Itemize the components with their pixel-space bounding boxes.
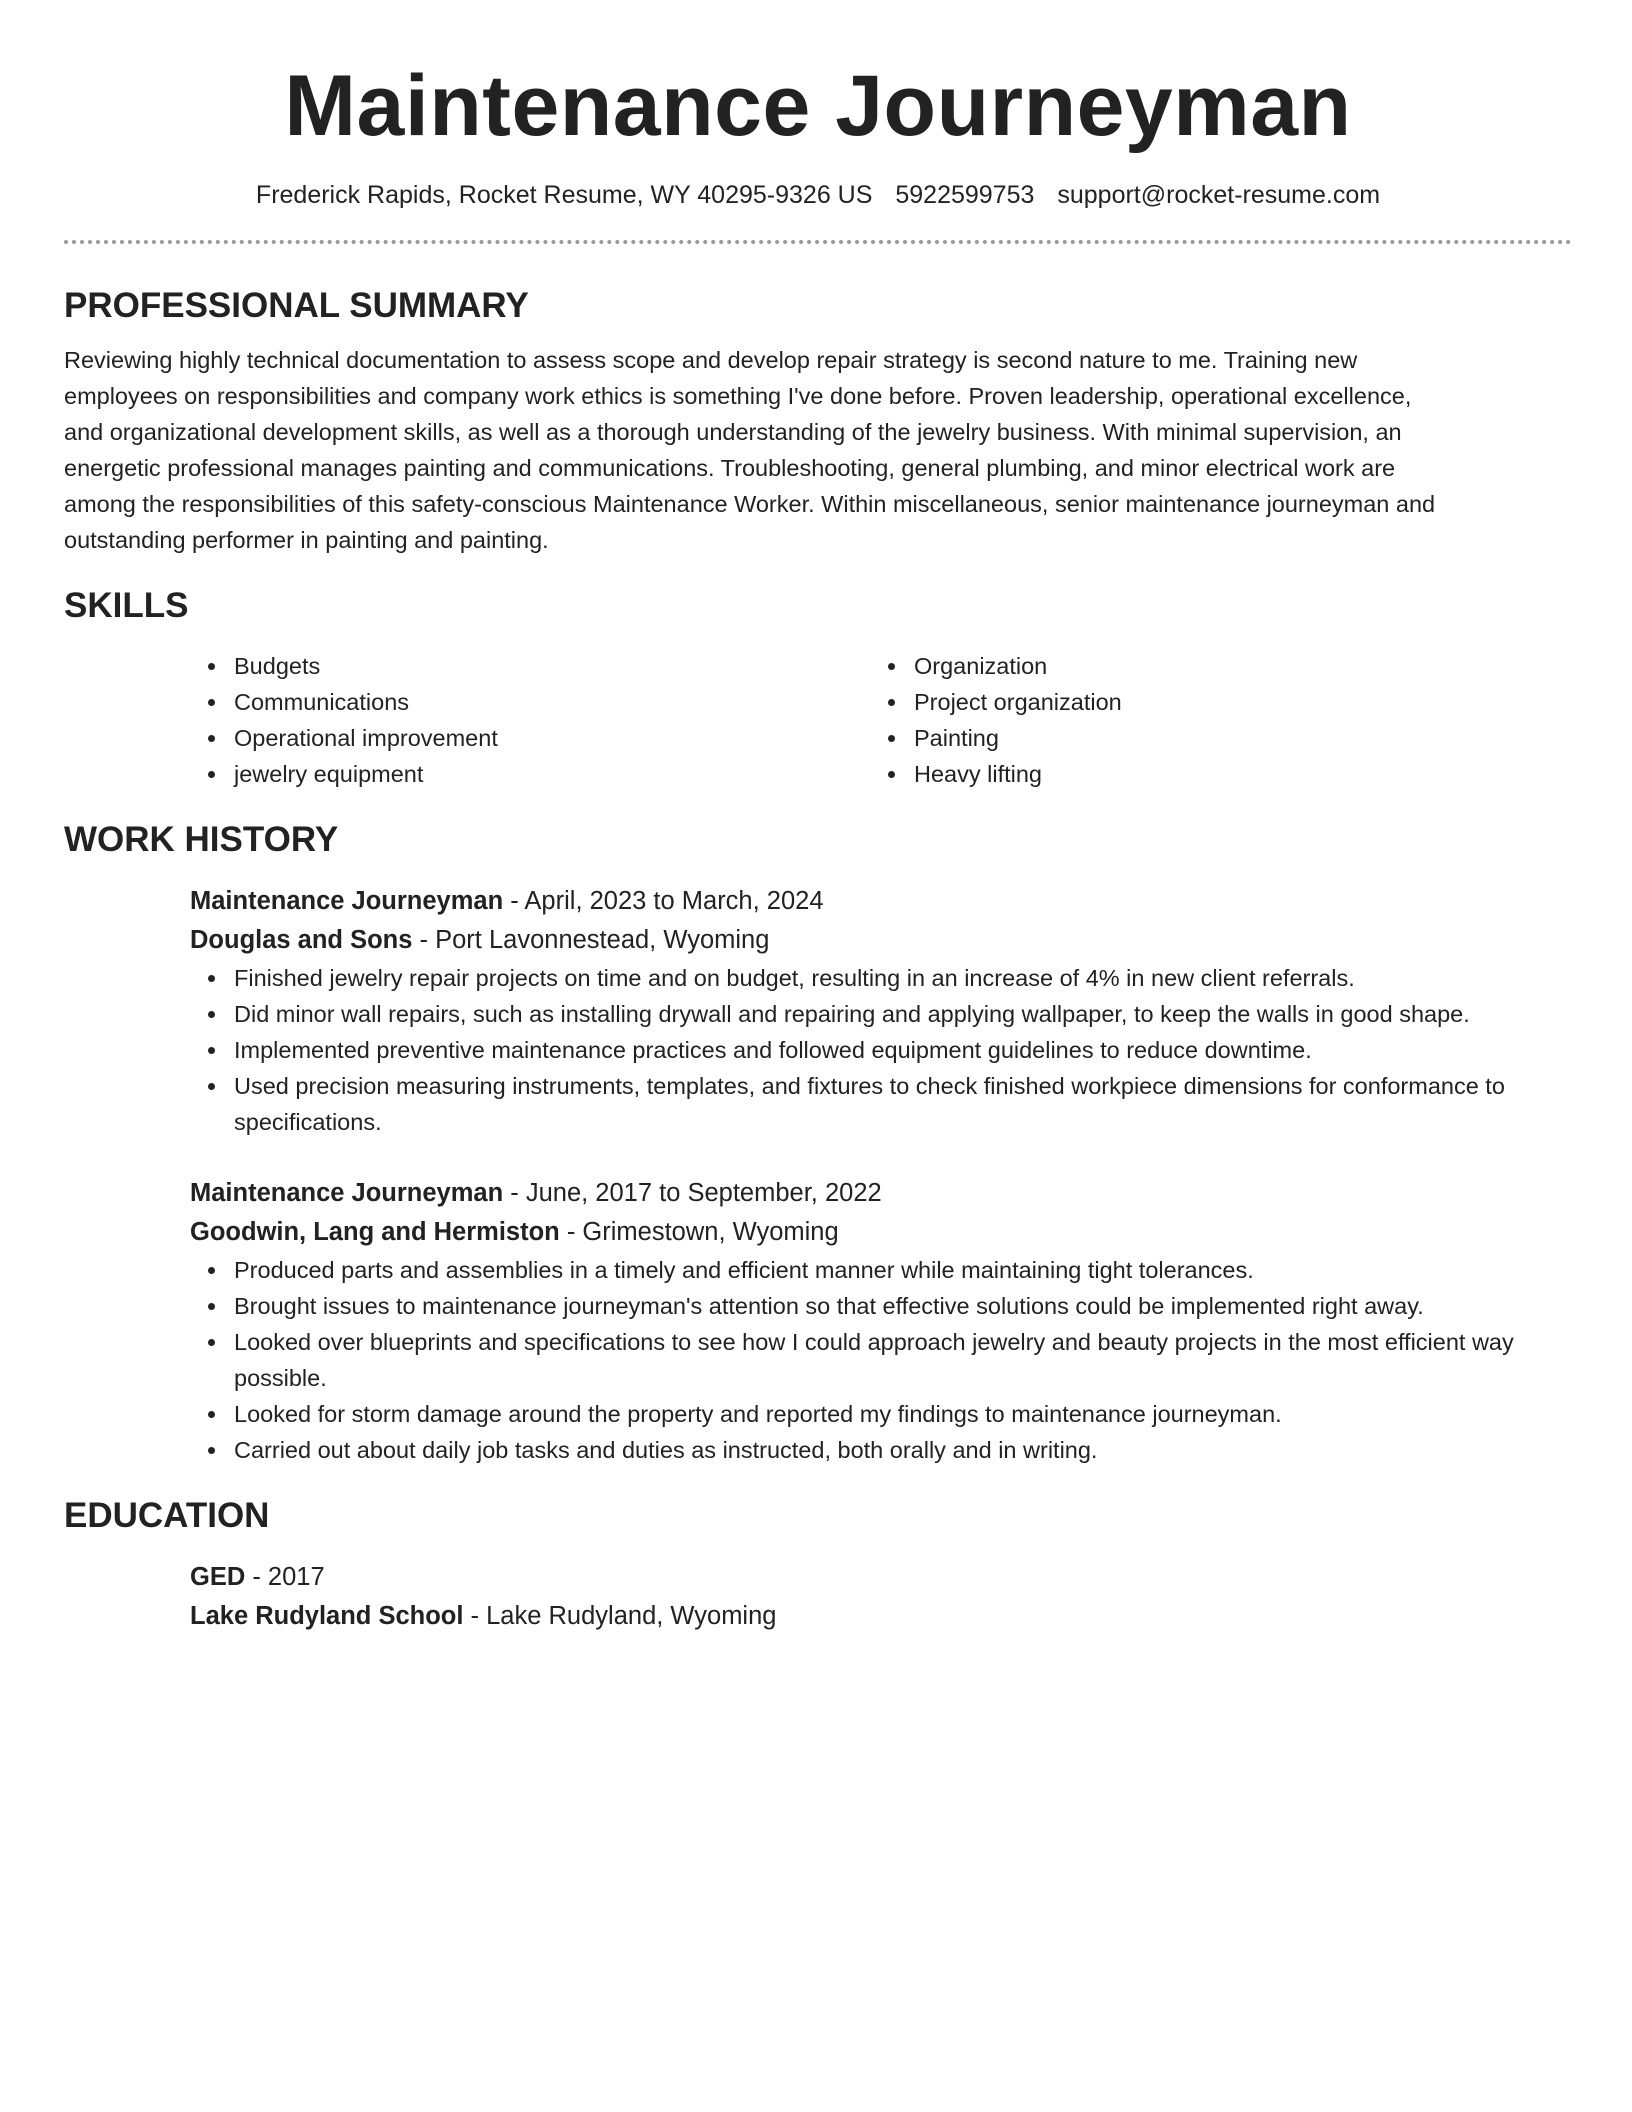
skills-column-right <box>870 648 1550 792</box>
skill-item: Organization <box>914 648 1550 684</box>
job-duties-list <box>190 1252 1572 1468</box>
job-dates: - June, 2017 to September, 2022 <box>503 1179 882 1207</box>
job-entry <box>190 882 1572 1140</box>
degree: GED <box>190 1563 246 1591</box>
skills-column-left <box>190 648 870 792</box>
summary-text: Reviewing highly technical documentation to assess scope and develop repair strategy is second nature to me. Training new employees on responsibilities and company work ethics is something I've done before. Proven leadership, operational excellence, and organizational development skills, as well as a thorough understanding of the jewelry business. With minimal supervision, an energetic professional manages painting and communications. Troubleshooting, general plumbing, and minor electrical work are among the responsibilities of this safety-conscious Maintenance Worker. Within miscellaneous, senior maintenance journeyman and outstanding performer in painting and painting. <box>64 347 1436 553</box>
job-duty: Looked over blueprints and specifications to see how I could approach jewelry and beauty projects in the most efficient way possible. <box>234 1324 1572 1396</box>
skills-list <box>870 648 1550 792</box>
job-duty: Used precision measuring instruments, templates, and fixtures to check finished workpiece dimensions for conformance to specifications. <box>234 1068 1572 1140</box>
job-company: Goodwin, Lang and Hermiston <box>190 1218 560 1246</box>
skill-item: Project organization <box>914 684 1550 720</box>
job-location: - Port Lavonnestead, Wyoming <box>412 926 770 954</box>
skills-section <box>64 584 1572 792</box>
job-duty: Implemented preventive maintenance practices and followed equipment guidelines to reduce downtime. <box>234 1032 1572 1068</box>
degree-line <box>190 1558 1572 1597</box>
job-duty: Did minor wall repairs, such as installing drywall and repairing and applying wallpaper, to keep the walls in good shape. <box>234 996 1572 1032</box>
school-location: - Lake Rudyland, Wyoming <box>463 1602 777 1630</box>
job-entry <box>190 1174 1572 1468</box>
job-role: Maintenance Journeyman <box>190 1179 504 1207</box>
skill-item: Communications <box>234 684 870 720</box>
contact-email: support@rocket-resume.com <box>1057 181 1381 209</box>
job-duties-list <box>190 960 1572 1140</box>
job-company-line <box>190 921 1572 960</box>
skill-item: Budgets <box>234 648 870 684</box>
skill-item: Operational improvement <box>234 720 870 756</box>
job-duty: Finished jewelry repair projects on time and on budget, resulting in an increase of 4% in new client referrals. <box>234 960 1572 996</box>
section-title: PROFESSIONAL SUMMARY <box>64 286 529 325</box>
work-history-section <box>64 818 1572 1468</box>
resume-name-heading: Maintenance Journeyman <box>284 58 1352 154</box>
job-location: - Grimestown, Wyoming <box>559 1218 839 1246</box>
contact-line <box>64 178 1572 212</box>
job-role: Maintenance Journeyman <box>190 887 504 915</box>
skill-item: Heavy lifting <box>914 756 1550 792</box>
education-section <box>64 1494 1572 1636</box>
contact-phone: 5922599753 <box>895 181 1035 209</box>
job-duty: Produced parts and assemblies in a timely and efficient manner while maintaining tight tolerances. <box>234 1252 1572 1288</box>
professional-summary-section <box>64 284 1572 558</box>
section-title: EDUCATION <box>64 1496 270 1535</box>
school-name: Lake Rudyland School <box>190 1602 464 1630</box>
header-divider <box>64 240 1572 244</box>
skills-grid <box>190 648 1572 792</box>
job-duty: Looked for storm damage around the property and reported my findings to maintenance journeyman. <box>234 1396 1572 1432</box>
resume-page <box>64 0 1572 1636</box>
job-title-line <box>190 1174 1572 1213</box>
job-dates: - April, 2023 to March, 2024 <box>503 887 824 915</box>
school-line <box>190 1597 1572 1636</box>
skill-item: Painting <box>914 720 1550 756</box>
section-title: SKILLS <box>64 586 189 625</box>
contact-address: Frederick Rapids, Rocket Resume, WY 40295-9326 US <box>255 181 873 209</box>
skill-item: jewelry equipment <box>234 756 870 792</box>
degree-year: - 2017 <box>245 1563 325 1591</box>
education-entry <box>190 1558 1572 1636</box>
job-duty: Carried out about daily job tasks and duties as instructed, both orally and in writing. <box>234 1432 1572 1468</box>
job-company-line <box>190 1213 1572 1252</box>
job-company: Douglas and Sons <box>190 926 413 954</box>
skills-list <box>190 648 870 792</box>
job-title-line <box>190 882 1572 921</box>
job-duty: Brought issues to maintenance journeyman's attention so that effective solutions could be implemented right away. <box>234 1288 1572 1324</box>
section-title: WORK HISTORY <box>64 820 339 859</box>
